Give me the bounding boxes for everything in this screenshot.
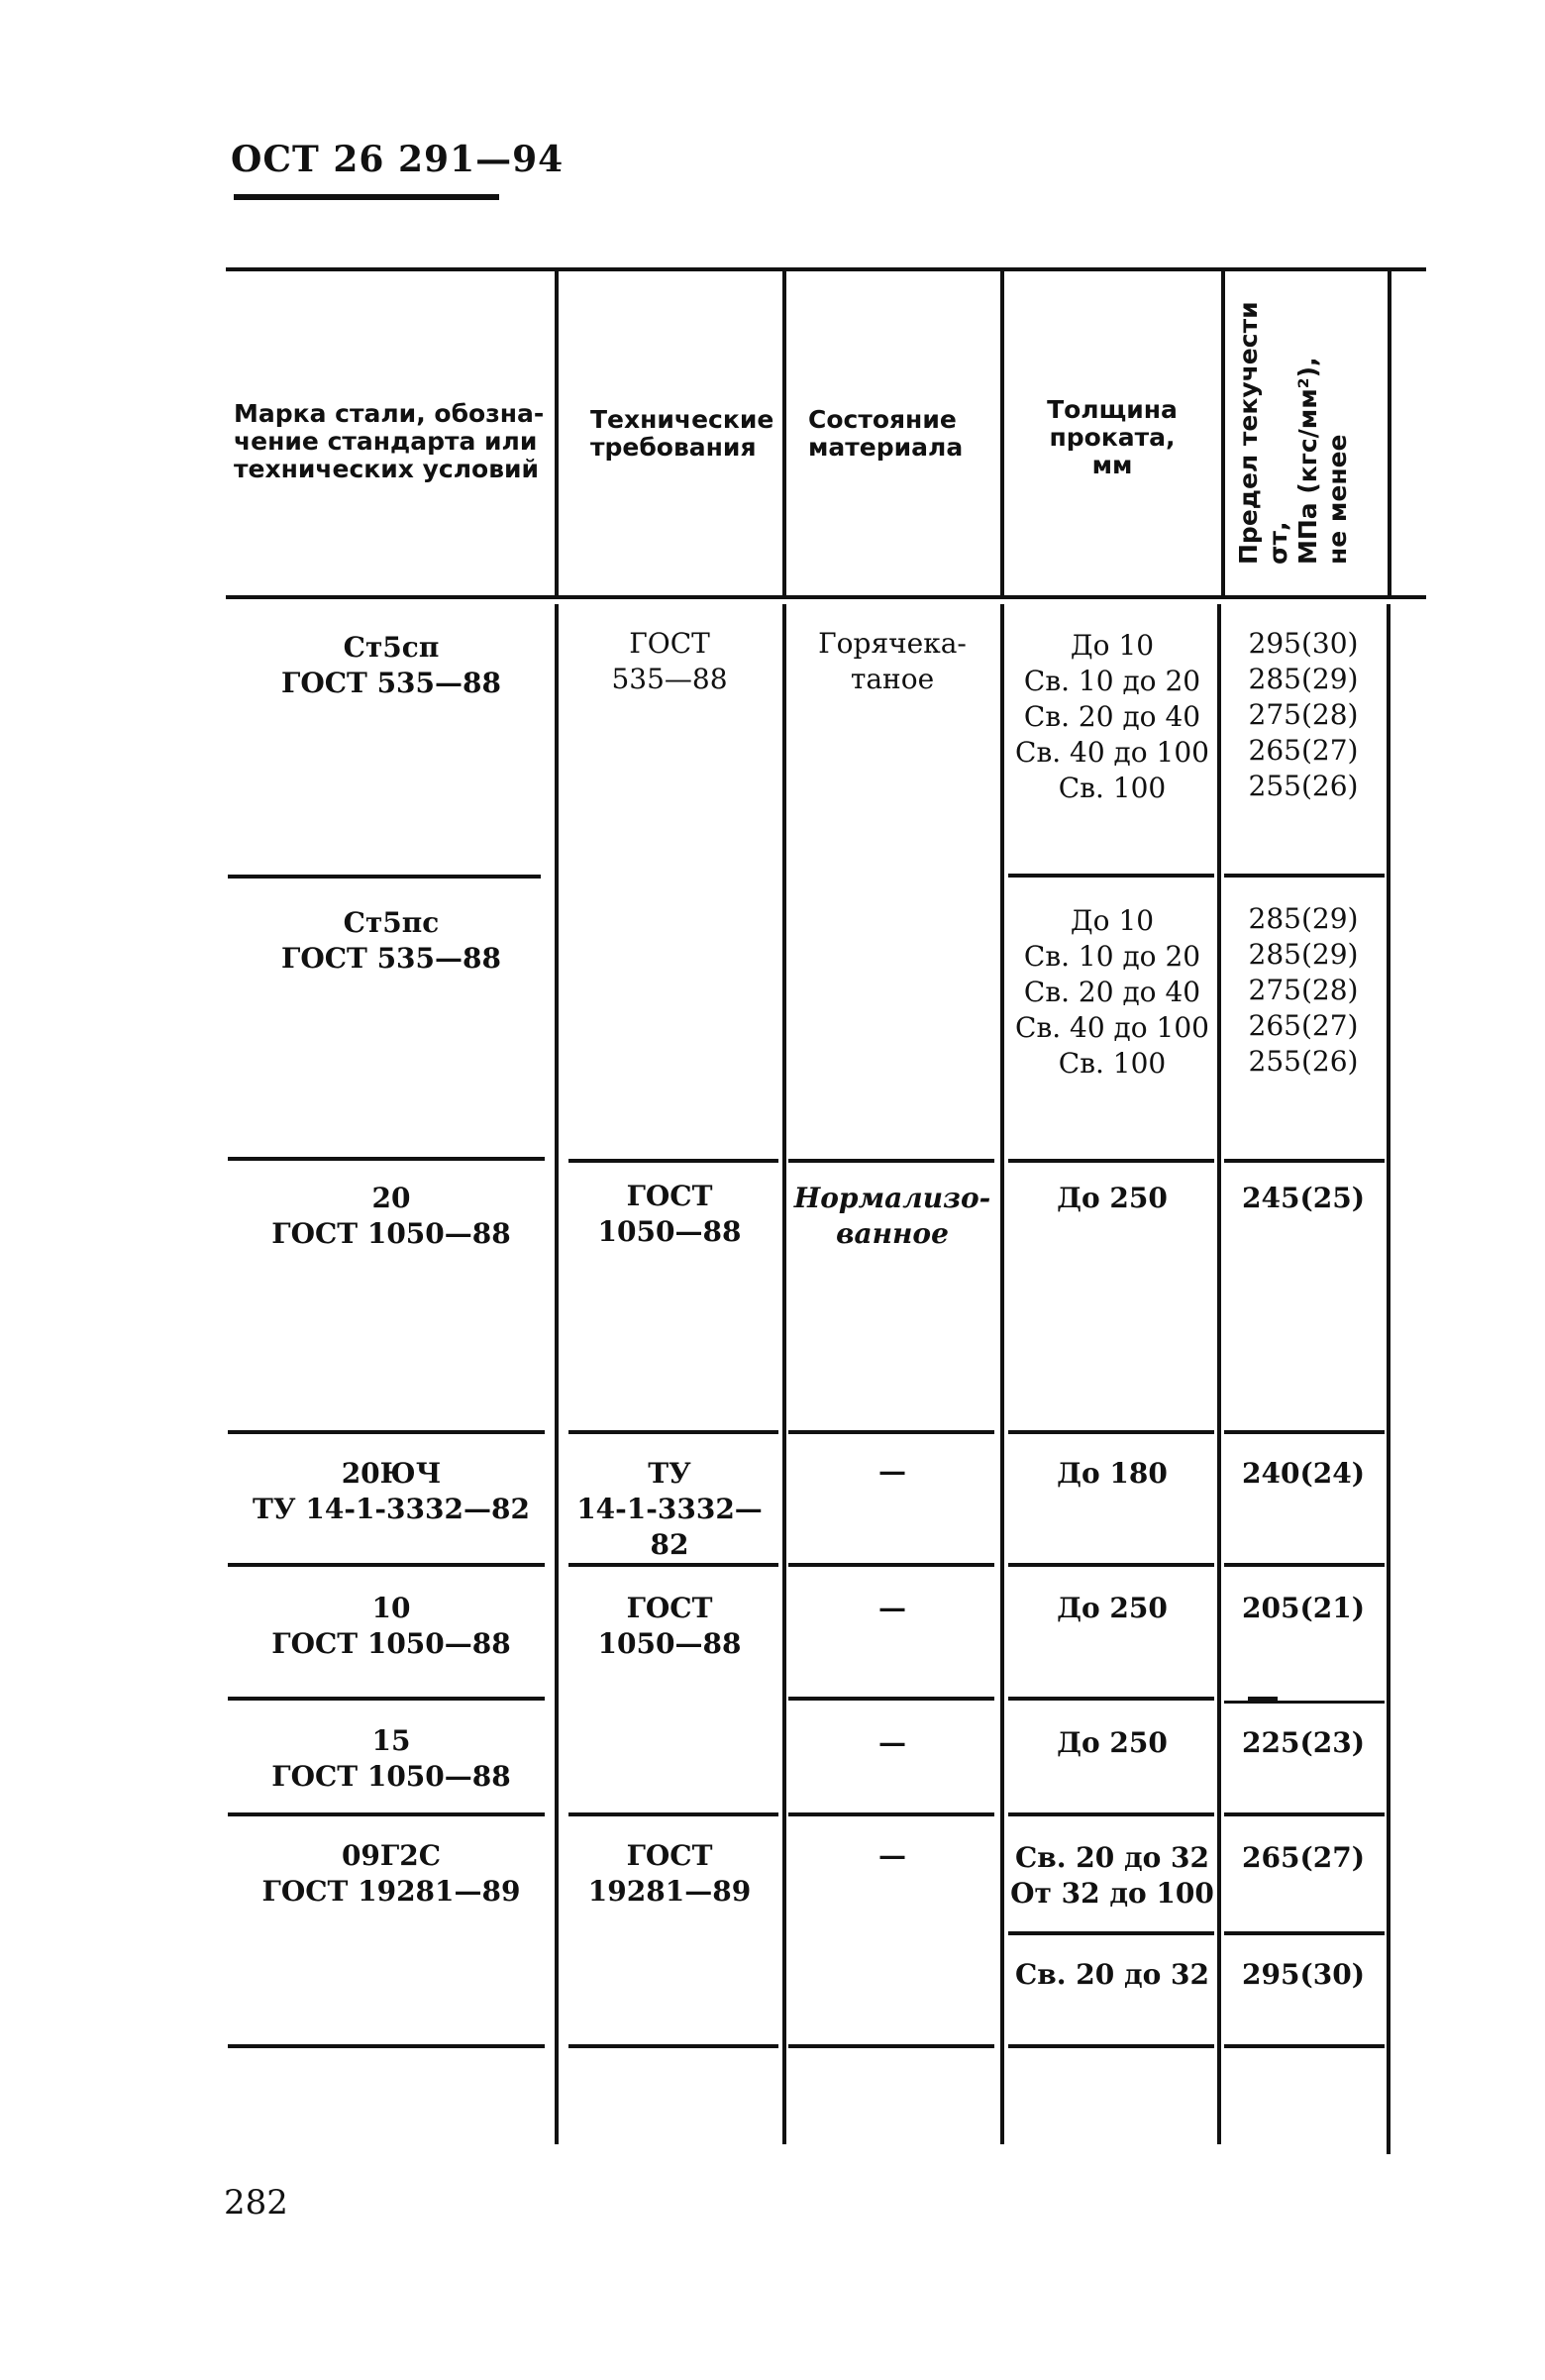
title-underline — [234, 194, 499, 200]
cell-grade: Ст5пс ГОСТ 535—88 — [280, 906, 501, 975]
cell-thickness: До 250 — [1057, 1182, 1168, 1214]
cell-grade: 20ЮЧ ТУ 14-1-3332—82 — [253, 1457, 530, 1525]
cell-yield: 295(30) 285(29) 275(28) 265(27) 255(26) — [1248, 627, 1359, 802]
cell-yield: 225(23) — [1242, 1726, 1365, 1759]
page-number: 282 — [224, 2183, 288, 2223]
cell-thickness: До 250 — [1057, 1726, 1168, 1759]
cell-state: Горячека- таное — [818, 627, 967, 695]
cell-state: — — [878, 1839, 906, 1872]
cell-thickness: Св. 20 до 32 — [1015, 1958, 1209, 1991]
cell-grade: 15 ГОСТ 1050—88 — [271, 1724, 511, 1793]
cell-state: — — [878, 1592, 906, 1624]
cell-yield: 285(29) 285(29) 275(28) 265(27) 255(26) — [1248, 902, 1359, 1078]
cell-yield: 295(30) — [1242, 1958, 1365, 1991]
cell-tech: ГОСТ 535—88 — [611, 627, 728, 695]
cell-tech: ГОСТ 1050—88 — [597, 1592, 742, 1660]
cell-grade: 10 ГОСТ 1050—88 — [271, 1592, 511, 1660]
cell-state: — — [878, 1726, 906, 1759]
cell-yield: 240(24) — [1242, 1457, 1365, 1490]
cell-thickness: До 10 Св. 10 до 20 Св. 20 до 40 Св. 40 до 100 Св. 100 — [1015, 904, 1209, 1080]
cell-thickness: Св. 20 до 32 От 32 до 100 — [1010, 1841, 1214, 1910]
column-header-thickness: Толщина проката, мм — [1047, 395, 1178, 479]
cell-yield: 205(21) — [1242, 1592, 1365, 1624]
column-header-tech-requirements: Технические требования — [590, 405, 774, 462]
cell-yield: 245(25) — [1242, 1182, 1365, 1214]
cell-grade: 20 ГОСТ 1050—88 — [271, 1182, 511, 1250]
cell-tech: ГОСТ 19281—89 — [587, 1839, 752, 1908]
cell-state: — — [878, 1455, 906, 1488]
cell-thickness: До 180 — [1057, 1457, 1168, 1490]
cell-tech: ТУ 14-1-3332—82 — [576, 1457, 763, 1561]
column-header-material-state: Состояние материала — [808, 405, 964, 462]
cell-state: Нормализо- ванное — [793, 1182, 991, 1250]
column-header-yield-strength: Предел текучести σт, МПа (кгс/мм²), не менее — [1234, 301, 1352, 565]
cell-grade: 09Г2С ГОСТ 19281—89 — [261, 1839, 521, 1908]
cell-thickness: До 250 — [1057, 1592, 1168, 1624]
cell-grade: Ст5сп ГОСТ 535—88 — [280, 631, 501, 699]
document-code: ОСТ 26 291—94 — [231, 139, 565, 180]
cell-yield: 265(27) — [1242, 1841, 1365, 1874]
cell-thickness: До 10 Св. 10 до 20 Св. 20 до 40 Св. 40 до 100 Св. 100 — [1015, 629, 1209, 804]
cell-tech: ГОСТ 1050—88 — [597, 1180, 742, 1248]
column-header-grade: Марка стали, обозна- чение стандарта или технических условий — [234, 399, 545, 483]
